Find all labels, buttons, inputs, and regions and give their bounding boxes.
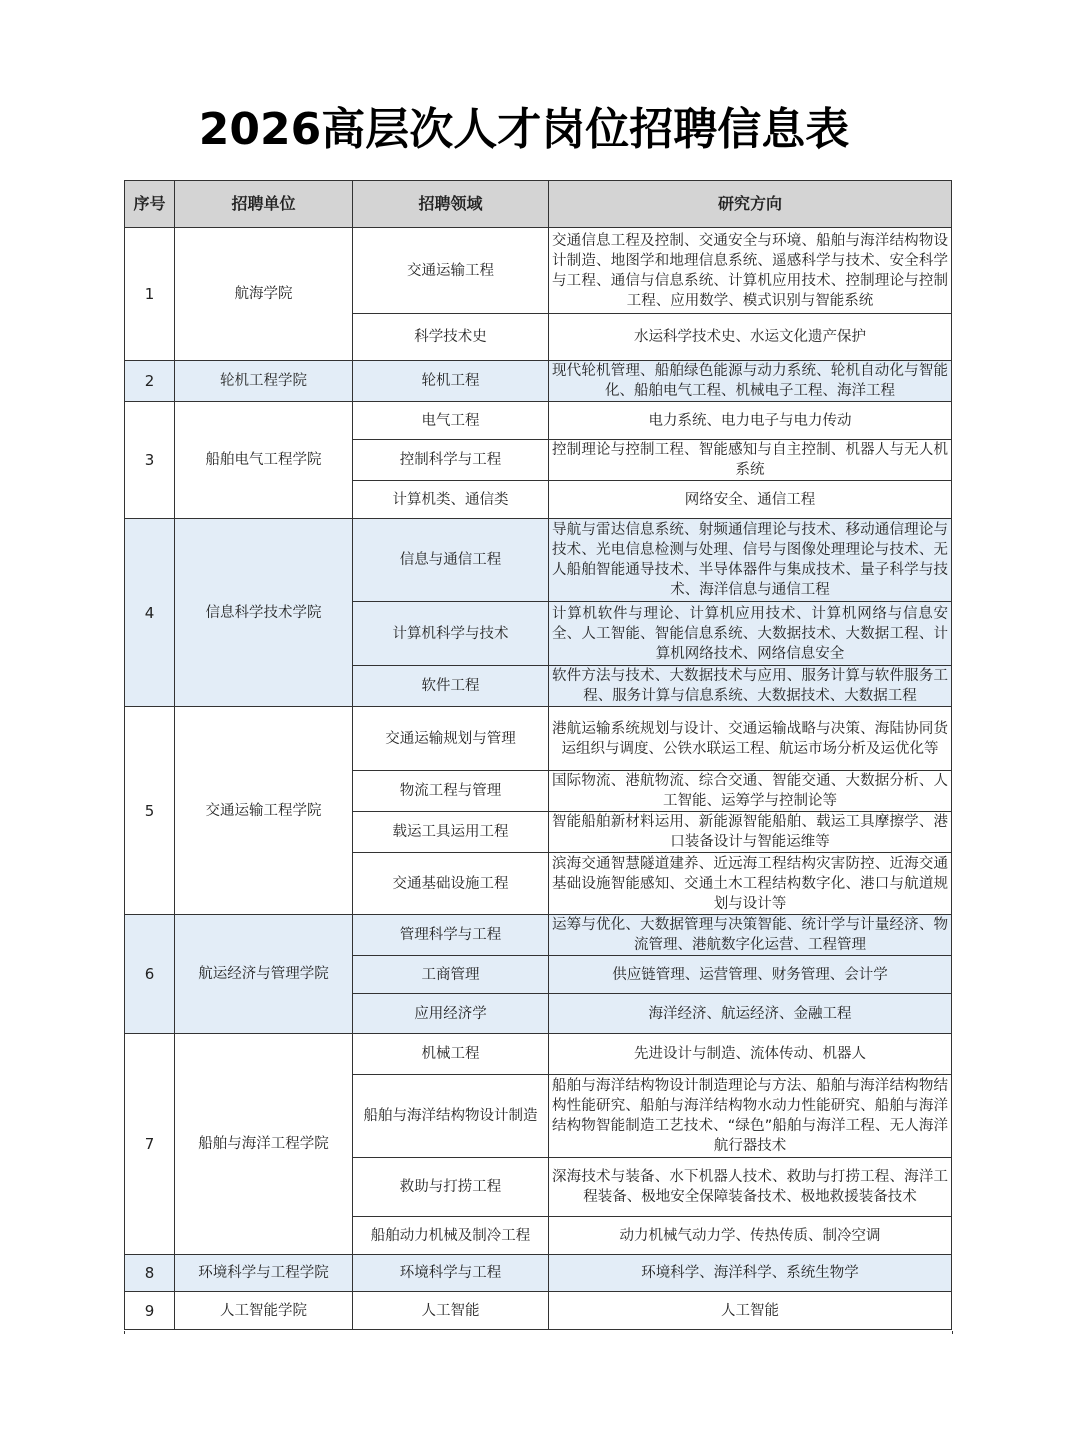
cell-unit: 船舶与海洋工程学院 — [175, 1034, 353, 1255]
cell-no: 6 — [125, 915, 175, 1034]
cell-no: 3 — [125, 402, 175, 519]
table-continuation — [124, 1331, 953, 1334]
table-row — [125, 361, 952, 402]
header-unit: 招聘单位 — [175, 181, 353, 228]
cell-unit: 航海学院 — [175, 228, 353, 361]
cell-research: 运筹与优化、大数据管理与决策智能、统计学与计量经济、物流管理、港航数字化运营、工程管理 — [549, 915, 952, 956]
cell-research: 深海技术与装备、水下机器人技术、救助与打捞工程、海洋工程装备、极地安全保障装备技术、极地救援装备技术 — [549, 1158, 952, 1217]
page-title: 2026高层次人才岗位招聘信息表 — [198, 104, 850, 155]
cell-field: 管理科学与工程 — [353, 915, 549, 956]
cell-research: 网络安全、通信工程 — [549, 481, 952, 519]
cell-field: 软件工程 — [353, 666, 549, 707]
cell-research: 计算机软件与理论、计算机应用技术、计算机网络与信息安全、人工智能、智能信息系统、大数据技术、大数据工程、计算机网络技术、网络信息安全 — [549, 602, 952, 666]
cell-no: 2 — [125, 361, 175, 402]
cell-research: 国际物流、港航物流、综合交通、智能交通、大数据分析、人工智能、运筹学与控制论等 — [549, 771, 952, 812]
cell-no: 5 — [125, 707, 175, 915]
cell-no: 9 — [125, 1292, 175, 1330]
cell-field: 电气工程 — [353, 402, 549, 440]
cell-field: 机械工程 — [353, 1034, 549, 1075]
cell-field: 控制科学与工程 — [353, 440, 549, 481]
cell-unit: 航运经济与管理学院 — [175, 915, 353, 1034]
cell-no: 4 — [125, 519, 175, 707]
table-header-row — [125, 181, 952, 228]
cell-research: 供应链管理、运营管理、财务管理、会计学 — [549, 956, 952, 994]
header-research: 研究方向 — [549, 181, 952, 228]
cell-research: 电力系统、电力电子与电力传动 — [549, 402, 952, 440]
cell-unit: 人工智能学院 — [175, 1292, 353, 1330]
table-row — [125, 1292, 952, 1330]
cell-research: 现代轮机管理、船舶绿色能源与动力系统、轮机自动化与智能化、船舶电气工程、机械电子工程、海洋工程 — [549, 361, 952, 402]
cell-research: 控制理论与控制工程、智能感知与自主控制、机器人与无人机系统 — [549, 440, 952, 481]
cell-research: 智能船舶新材料运用、新能源智能船舶、载运工具摩擦学、港口装备设计与智能运维等 — [549, 812, 952, 853]
cell-unit: 船舶电气工程学院 — [175, 402, 353, 519]
cell-research: 海洋经济、航运经济、金融工程 — [549, 994, 952, 1034]
cell-unit: 轮机工程学院 — [175, 361, 353, 402]
cell-unit: 信息科学技术学院 — [175, 519, 353, 707]
cell-field: 应用经济学 — [353, 994, 549, 1034]
cell-unit: 环境科学与工程学院 — [175, 1255, 353, 1292]
table-row — [125, 1034, 952, 1075]
table-row — [125, 1255, 952, 1292]
cell-field: 轮机工程 — [353, 361, 549, 402]
recruitment-table — [124, 180, 952, 1330]
cell-research: 港航运输系统规划与设计、交通运输战略与决策、海陆协同货运组织与调度、公铁水联运工程、航运市场分析及运优化等 — [549, 707, 952, 771]
cell-field: 人工智能 — [353, 1292, 549, 1330]
cell-research: 人工智能 — [549, 1292, 952, 1330]
cell-research: 环境科学、海洋科学、系统生物学 — [549, 1255, 952, 1292]
cell-field: 交通运输规划与管理 — [353, 707, 549, 771]
cell-field: 计算机科学与技术 — [353, 602, 549, 666]
cell-field: 船舶与海洋结构物设计制造 — [353, 1075, 549, 1158]
cell-no: 8 — [125, 1255, 175, 1292]
cell-research: 船舶与海洋结构物设计制造理论与方法、船舶与海洋结构物结构性能研究、船舶与海洋结构物水动力性能研究、船舶与海洋结构物智能制造工艺技术、“绿色”船舶与海洋工程、无人海洋航行器技术 — [549, 1075, 952, 1158]
table-row — [125, 519, 952, 602]
cell-unit: 交通运输工程学院 — [175, 707, 353, 915]
cell-field: 环境科学与工程 — [353, 1255, 549, 1292]
cell-research: 交通信息工程及控制、交通安全与环境、船舶与海洋结构物设计制造、地图学和地理信息系统、遥感科学与技术、安全科学与工程、通信与信息系统、计算机应用技术、控制理论与控制工程、应用数学、模式识别与智能系统 — [549, 228, 952, 314]
cell-research: 动力机械气动力学、传热传质、制冷空调 — [549, 1217, 952, 1255]
cell-field: 计算机类、通信类 — [353, 481, 549, 519]
cell-research: 水运科学技术史、水运文化遗产保护 — [549, 314, 952, 361]
cell-no: 1 — [125, 228, 175, 361]
table-row — [125, 228, 952, 314]
cell-field: 船舶动力机械及制冷工程 — [353, 1217, 549, 1255]
cell-field: 信息与通信工程 — [353, 519, 549, 602]
header-field: 招聘领域 — [353, 181, 549, 228]
cell-field: 救助与打捞工程 — [353, 1158, 549, 1217]
cell-research: 导航与雷达信息系统、射频通信理论与技术、移动通信理论与技术、光电信息检测与处理、信号与图像处理理论与技术、无人船舶智能通导技术、半导体器件与集成技术、量子科学与技术、海洋信息与通信工程 — [549, 519, 952, 602]
cell-field: 物流工程与管理 — [353, 771, 549, 812]
table-body — [125, 228, 952, 1330]
header-no: 序号 — [125, 181, 175, 228]
table-row — [125, 707, 952, 771]
cell-field: 交通运输工程 — [353, 228, 549, 314]
table-row — [125, 402, 952, 440]
cell-field: 载运工具运用工程 — [353, 812, 549, 853]
cell-research: 软件方法与技术、大数据技术与应用、服务计算与软件服务工程、服务计算与信息系统、大数据技术、大数据工程 — [549, 666, 952, 707]
table-row — [125, 915, 952, 956]
cell-research: 滨海交通智慧隧道建养、近远海工程结构灾害防控、近海交通基础设施智能感知、交通土木工程结构数字化、港口与航道规划与设计等 — [549, 853, 952, 915]
cell-research: 先进设计与制造、流体传动、机器人 — [549, 1034, 952, 1075]
cell-field: 工商管理 — [353, 956, 549, 994]
cell-no: 7 — [125, 1034, 175, 1255]
cell-field: 科学技术史 — [353, 314, 549, 361]
cell-field: 交通基础设施工程 — [353, 853, 549, 915]
